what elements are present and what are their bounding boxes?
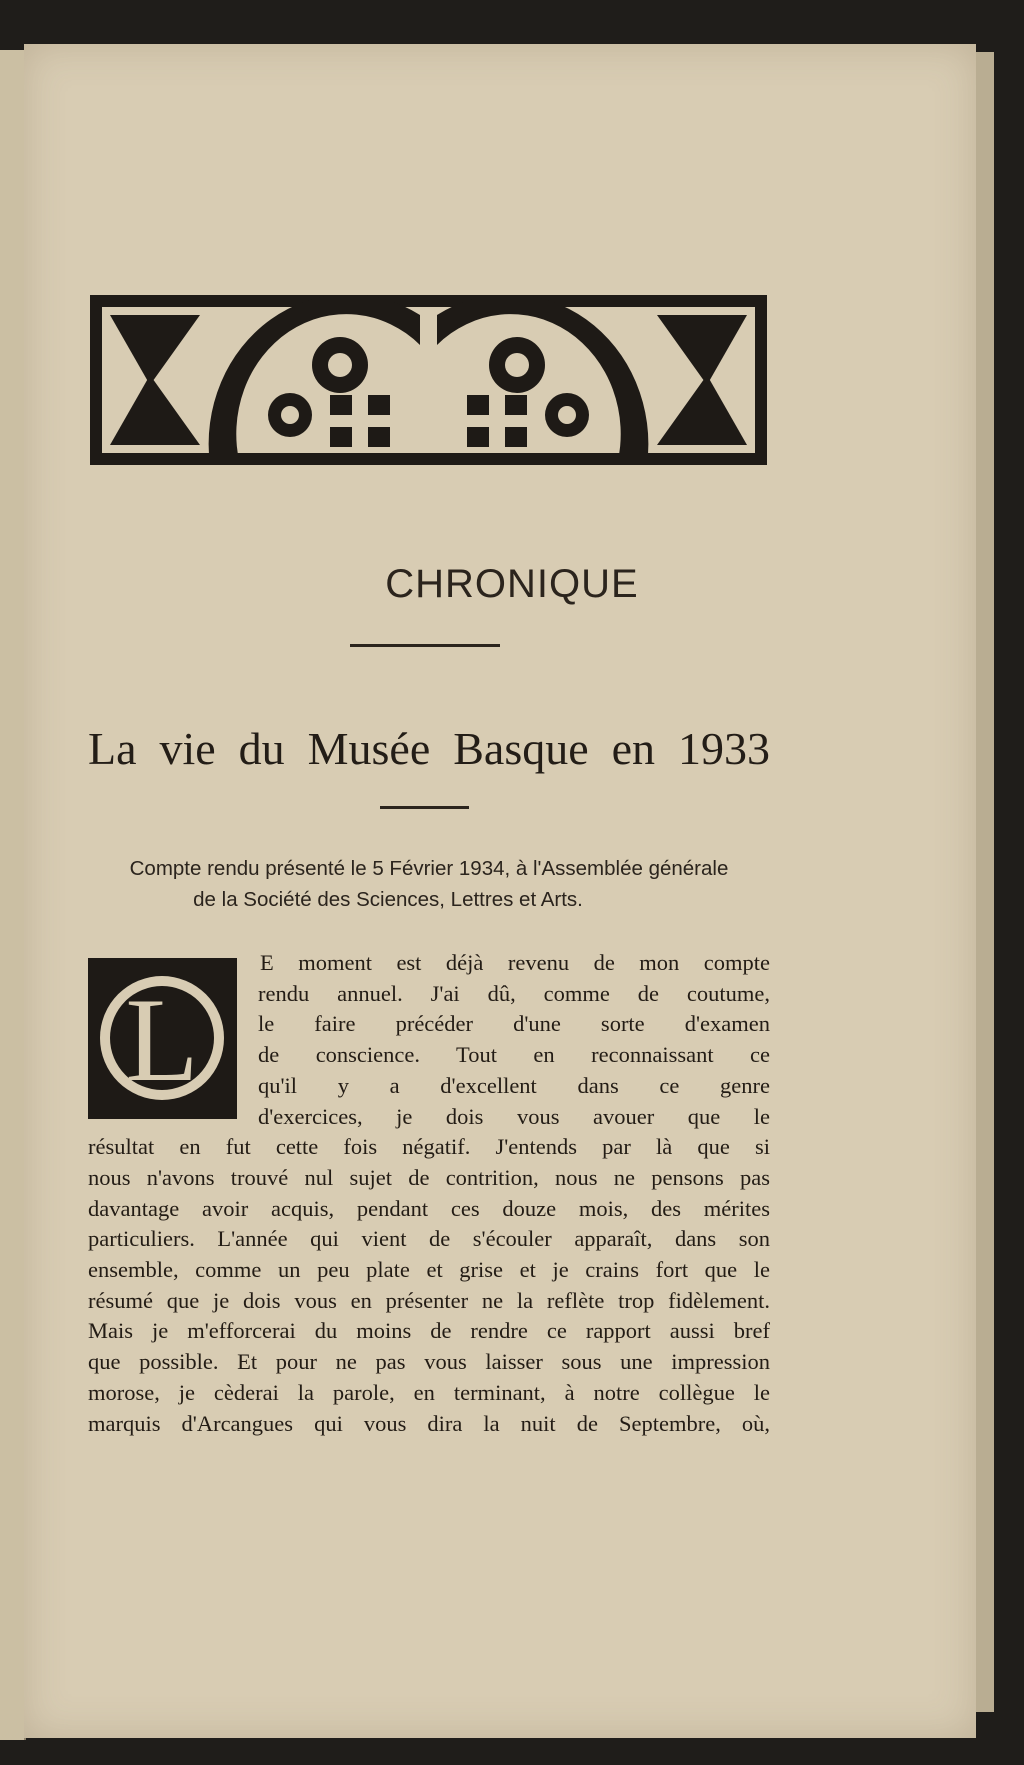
body-text-line: le faire précéder d'une sorte d'examen bbox=[258, 1011, 770, 1037]
body-text-line: nous n'avons trouvé nul sujet de contrition, nous ne pensons pas bbox=[88, 1164, 770, 1190]
heading-rule bbox=[350, 644, 500, 647]
basque-ornament-band bbox=[90, 295, 767, 465]
body-text-line: résumé que je dois vous en présenter ne la reflète trop fidèlement. bbox=[88, 1287, 770, 1313]
body-text-line: davantage avoir acquis, pendant ces douze mois, des mérites bbox=[88, 1195, 770, 1221]
body-text-line: marquis d'Arcangues qui vous dira la nuit de Septembre, où, bbox=[88, 1410, 770, 1436]
article-title: La vie du Musée Basque en 1933 bbox=[88, 723, 770, 774]
title-rule bbox=[380, 806, 469, 809]
body-text-line: Mais je m'efforcerai du moins de rendre ce rapport aussi bref bbox=[88, 1318, 770, 1344]
body-text-line: résultat en fut cette fois négatif. J'entends par là que si bbox=[88, 1134, 770, 1160]
body-text-line: que possible. Et pour ne pas vous laisser sous une impression bbox=[88, 1349, 770, 1375]
body-text-line: d'exercices, je dois vous avouer que le bbox=[258, 1103, 770, 1129]
body-text-line: E moment est déjà revenu de mon compte bbox=[260, 950, 770, 975]
body-text-line: rendu annuel. J'ai dû, comme de coutume, bbox=[258, 980, 770, 1006]
section-heading: CHRONIQUE bbox=[385, 562, 639, 606]
subtitle-line: de la Société des Sciences, Lettres et Arts. bbox=[193, 888, 583, 911]
subtitle-line: Compte rendu présenté le 5 Février 1934, à l'Assemblée générale bbox=[129, 857, 729, 880]
body-text-line: qu'il y a d'excellent dans ce genre bbox=[258, 1072, 770, 1098]
body-text-line: particuliers. L'année qui vient de s'écouler apparaît, dans son bbox=[88, 1226, 770, 1252]
drop-cap-letter: L bbox=[125, 973, 199, 1106]
body-text-line: morose, je cèderai la parole, en terminant, à notre collègue le bbox=[88, 1379, 770, 1405]
body-text-line: ensemble, comme un peu plate et grise et je crains fort que le bbox=[88, 1257, 770, 1282]
body-text-line: de conscience. Tout en reconnaissant ce bbox=[258, 1042, 770, 1068]
drop-cap-initial bbox=[88, 958, 237, 1119]
facing-page-edge bbox=[0, 50, 26, 1740]
